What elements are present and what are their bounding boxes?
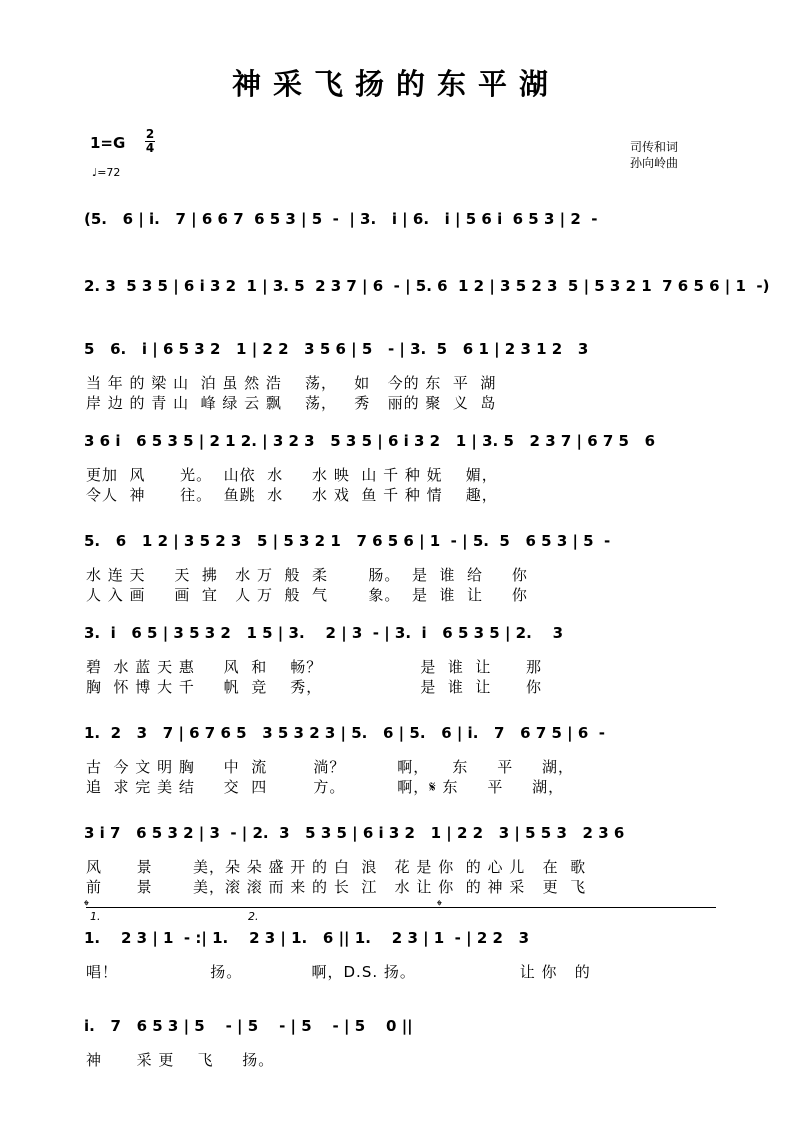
- system-3-notes: 5 6. i | 6 5 3 2 1 | 2 2 3 5 6 | 5 - | 3. 5 6 1 | 2 3 1 2 3: [84, 340, 589, 358]
- system-5-notes: 5. 6 1 2 | 3 5 2 3 5 | 5 3 2 1 7 6 5 6 | 1 - | 5. 5 6 5 3 | 5 -: [84, 532, 611, 550]
- system-3-lyrics-1: 当 年 的 梁 山 泊 虽 然 浩 荡， 如 今的 东 平 湖: [86, 374, 497, 392]
- system-8-notes: 3 i 7 6 5 3 2 | 3 - | 2. 3 5 3 5 | 6 i 3 2 1 | 2 2 3 | 5 5 3 2 3 6: [84, 824, 625, 842]
- system-5-lyrics-1: 水 连 天 天 拂 水 万 般 柔 肠。 是 谁 给 你: [86, 566, 528, 584]
- tempo-mark: ♩=72: [92, 166, 121, 179]
- system-4-lyrics-2: 令人 神 往。 鱼跳 水 水 戏 鱼 千 种 情 趣，: [86, 486, 498, 504]
- system-7-lyrics-2: 追 求 完 美 结 交 四 方。 啊，𝄋 东 平 湖，: [86, 778, 565, 796]
- system-6-notes: 3. i 6 5 | 3 5 3 2 1 5 | 3. 2 | 3 - | 3. i 6 5 3 5 | 2. 3: [84, 624, 564, 642]
- key-signature: 1=G: [90, 134, 126, 152]
- system-7-notes: 1. 2 3 7 | 6 7 6 5 3 5 3 2 3 | 5. 6 | 5. 6 | i. 7 6 7 5 | 6 -: [84, 724, 605, 742]
- system-10-lyrics-1: 神 采 更 飞 扬。: [86, 1051, 275, 1069]
- system-8-lyrics-2: 前 景 美，滚 滚 而 来 的 长 江 水 让 你 的 神 采 更 飞: [86, 878, 587, 896]
- system-9-lyrics-1: 唱！ 扬。 啊，D.S. 扬。 让 你 的: [86, 963, 591, 981]
- meter-bottom: 4: [145, 141, 155, 155]
- system-6-lyrics-2: 胸 怀 博 大 千 帆 竞 秀， 是 谁 让 你: [86, 678, 543, 696]
- system-4-notes: 3 6 i 6 5 3 5 | 2 1 2. | 3 2 3 5 3 5 | 6 i 3 2 1 | 3. 5 2 3 7 | 6 7 5 6: [84, 432, 656, 450]
- system-4-lyrics-1: 更加 风 光。 山依 水 水 映 山 千 种 妩 媚，: [86, 466, 498, 484]
- system-9-notes: 1. 2 3 | 1 - :| 1. 2 3 | 1. 6 || 1. 2 3 | 1 - | 2 2 3: [84, 929, 530, 947]
- coda-sign-right: 𝄌: [437, 898, 442, 914]
- song-title: 神采飞扬的东平湖: [231, 67, 560, 101]
- coda-sign-left: 𝄌: [84, 898, 89, 914]
- volta-line: [86, 907, 716, 908]
- system-3-lyrics-2: 岸 边 的 青 山 峰 绿 云 飘 荡， 秀 丽的 聚 义 岛: [86, 394, 497, 412]
- volta-one: 1.: [90, 910, 101, 923]
- system-8-lyrics-1: 风 景 美，朵 朵 盛 开 的 白 浪 花 是 你 的 心 儿 在 歌: [86, 858, 587, 876]
- volta-two: 2.: [248, 910, 259, 923]
- time-signature: [145, 128, 155, 155]
- system-1-notes: (5. 6 | i. 7 | 6 6 7 6 5 3 | 5 - | 3. i | 6. i | 5 6 i 6 5 3 | 2 -: [84, 210, 598, 228]
- system-5-lyrics-2: 人 入 画 画 宜 人 万 般 气 象。 是 谁 让 你: [86, 586, 528, 604]
- system-7-lyrics-1: 古 今 文 明 胸 中 流 淌？ 啊， 东 平 湖，: [86, 758, 575, 776]
- system-2-notes: 2. 3 5 3 5 | 6 i 3 2 1 | 3. 5 2 3 7 | 6 - | 5. 6 1 2 | 3 5 2 3 5 | 5 3 2 1 7 6 5 6 | 1 -): [84, 277, 770, 295]
- system-10-notes: i. 7 6 5 3 | 5 - | 5 - | 5 - | 5 0 ||: [84, 1017, 413, 1035]
- composer-credit: 孙向岭曲: [630, 156, 679, 170]
- meter-top: 2: [145, 127, 155, 141]
- system-6-lyrics-1: 碧 水 蓝 天 惠 风 和 畅？ 是 谁 让 那: [86, 658, 543, 676]
- lyricist-credit: 司传和词: [630, 140, 679, 154]
